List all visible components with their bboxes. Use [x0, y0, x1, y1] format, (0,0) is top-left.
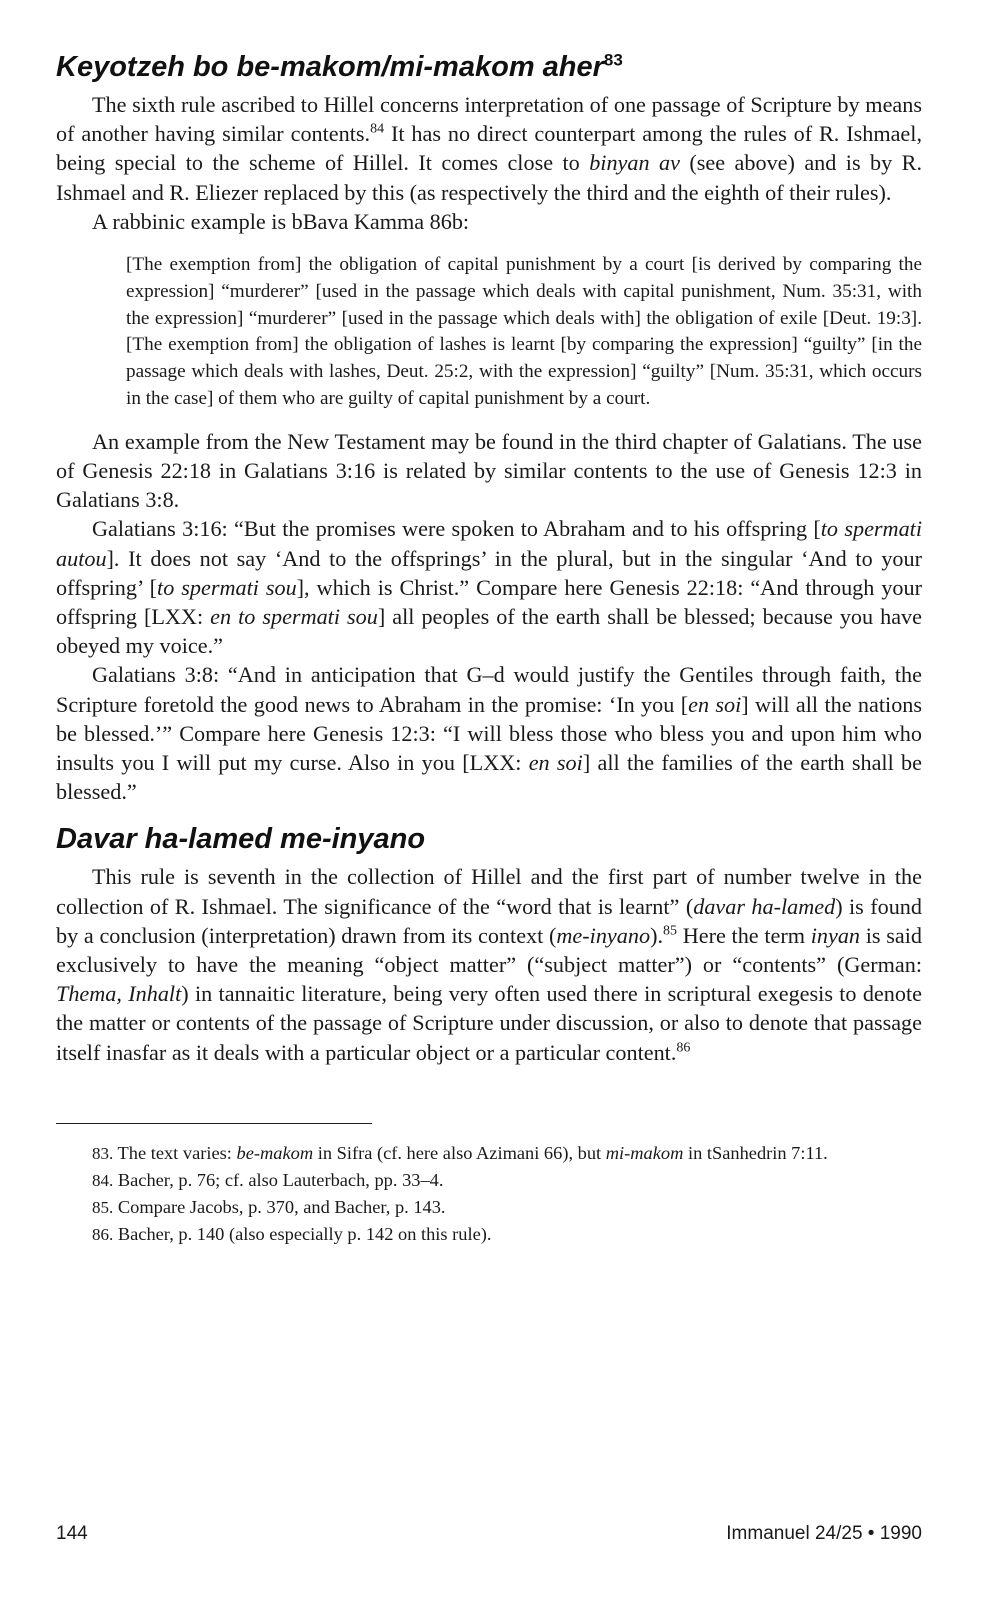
- footnote-83: 83. The text varies: be-makom in Sifra (cf. here also Azimani 66), but mi-makom in tSanhedrin 7:11.: [92, 1142, 828, 1163]
- footnote-ref-85[interactable]: 85: [663, 923, 677, 939]
- footnote-86: 86. Bacher, p. 140 (also especially p. 142 on this rule).: [92, 1223, 492, 1244]
- footnote-ref-83[interactable]: 83: [603, 50, 623, 70]
- footnotes: [56, 1140, 922, 1248]
- page-number: 144: [56, 1523, 88, 1544]
- paragraph-rabbinic-example: A rabbinic example is bBava Kamma 86b:: [92, 208, 470, 234]
- footnote-divider: [56, 1123, 372, 1124]
- footnote-ref-86[interactable]: 86: [676, 1040, 691, 1056]
- journal-citation: Immanuel 24/25 • 1990: [726, 1523, 922, 1544]
- paragraph-nt-example: An example from the New Testament may be found in the third chapter of Galatians. The use of Genesis 22:18 in Galatians 3:16 is related by similar contents to the use of Genesis 12:3 in Galatians 3:8.: [56, 428, 922, 513]
- paragraph-sixth-rule: The sixth rule ascribed to Hillel concerns interpretation of one passage of Scripture by means of another having similar contents.$^{84}$ It has no direct counterpart among the rules of R. Ishmael, being special to the scheme of Hillel. It comes close to binyan av (see above) and is by R. Ishmael and R. Eliezer replaced by this (as respectively the third and the eighth of their rules).: [56, 92, 922, 205]
- paragraph-seventh-rule: This rule is seventh in the collection of Hillel and the first part of number twelve in the collection of R. Ishmael. The significance of the “word that is learnt” (davar ha-lamed) is found by a conclusion (interpretation) drawn from its context (me-inyano).$^{85}$ Here the term inyan is said exclusively to have the meaning “object matter” (“subject matter”) or “contents” (German: Thema, Inhalt) in tannaitic literature, being very often used there in scriptural exegesis to denote the matter or contents of the passage of Scripture under discussion, or also to denote that passage itself inasfar as it deals with a particular object or a particular content.$^{86}$: [56, 864, 922, 1065]
- paragraph-galatians-3-8: Galatians 3:8: “And in anticipation that G–d would justify the Gentiles through faith, the Scripture foretold the good news to Abraham in the promise: ‘In you [en soi] will all the nations be blessed.’” Compare here Genesis 12:3: “I will bless those who bless you and upon him who insults you I will put my curse. Also in you [LXX: en soi] all the families of the earth shall be blessed.”: [56, 662, 923, 805]
- footnote-84: 84. Bacher, p. 76; cf. also Lauterbach, pp. 33–4.: [92, 1169, 444, 1190]
- section-heading-keyotzeh: Keyotzeh bo be-makom/mi-makom aher$^{83}$: [56, 50, 623, 83]
- paragraph-galatians-3-16: Galatians 3:16: “But the promises were spoken to Abraham and to his offspring [to spermati autou]. It does not say ‘And to the offsprings’ in the plural, but in the singular ‘And to your offspring’ [to spermati sou], which is Christ.” Compare here Genesis 22:18: “And through your offspring [LXX: en to spermati sou] all peoples of the earth shall be blessed; because you have obeyed my voice.”: [56, 516, 923, 659]
- page-body: [56, 48, 922, 1248]
- block-quote-bava-kamma: [The exemption from] the obligation of capital punishment by a court [is derived by comparing the expression] “murderer” [used in the passage which deals with capital punishment, Num. 35:31, with the expression] “murderer” [used in the passage which deals with] the obligation of exile [Deut. 19:3]. [The exemption from] the obligation of lashes is learnt [by comparing the expression] “guilty” [in the passage which deals with lashes, Deut. 25:2, with the expression] “guilty” [Num. 35:31, which occurs in the case] of them who are guilty of capital punishment by a court.: [126, 254, 922, 409]
- section-heading-davar: Davar ha-lamed me-inyano: [56, 823, 426, 856]
- page-footer: [56, 1523, 922, 1545]
- footnote-ref-84[interactable]: 84: [370, 121, 385, 137]
- footnote-85: 85. Compare Jacobs, p. 370, and Bacher, p. 143.: [92, 1196, 446, 1217]
